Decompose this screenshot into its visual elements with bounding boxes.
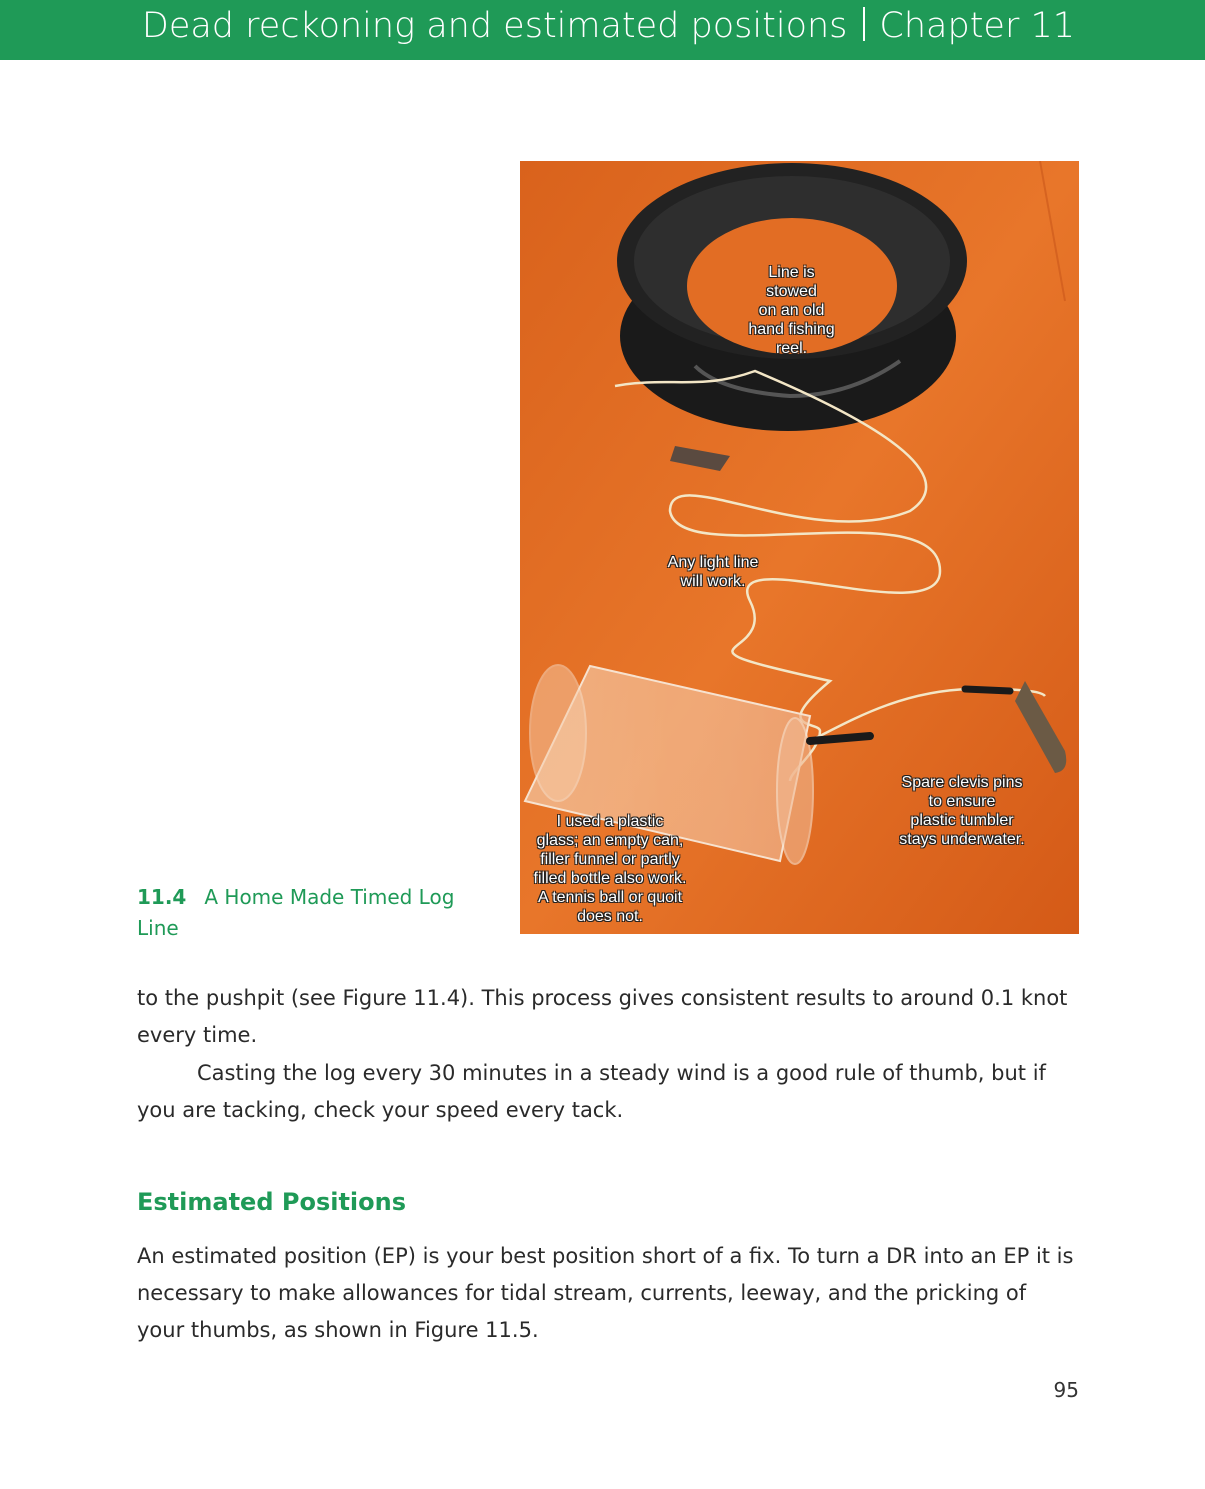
- figure-number: 11.4: [137, 885, 187, 909]
- figure-caption-text: A Home Made Timed Log Line: [137, 885, 455, 940]
- label-clevis-pins: Spare clevis pins to ensure plastic tumbler stays underwater.: [899, 774, 1025, 848]
- label-reel: Line is stowed on an old hand fishing reel.: [748, 264, 835, 357]
- running-header: [0, 0, 1205, 60]
- section-heading: Estimated Positions: [137, 1188, 407, 1216]
- paragraph-3: An estimated position (EP) is your best position short of a fix. To turn a DR into an EP it is necessary to make allowances for tidal stream, currents, leeway, and the pricking of your thumbs, as shown in Figure 11.5.: [137, 1244, 1074, 1342]
- header-separator: [863, 7, 865, 41]
- paragraph-1: to the pushpit (see Figure 11.4). This process gives consistent results to around 0.1 knot every time.: [137, 986, 1068, 1047]
- header-text: [142, 6, 1075, 46]
- label-line: Any light line will work.: [667, 554, 759, 590]
- figure-photo: [520, 161, 1079, 934]
- label-glass: I used a plastic glass; an empty can, filler funnel or partly filled bottle also work. A tennis ball or quoit does not.: [533, 813, 687, 925]
- header-chapter: Chapter 11: [879, 6, 1075, 46]
- page-number: 95: [1053, 1378, 1079, 1402]
- figure-caption: [137, 882, 477, 944]
- paragraph-2: Casting the log every 30 minutes in a steady wind is a good rule of thumb, but if you are tacking, check your speed every tack.: [137, 1061, 1046, 1122]
- header-title: Dead reckoning and estimated positions: [141, 6, 848, 46]
